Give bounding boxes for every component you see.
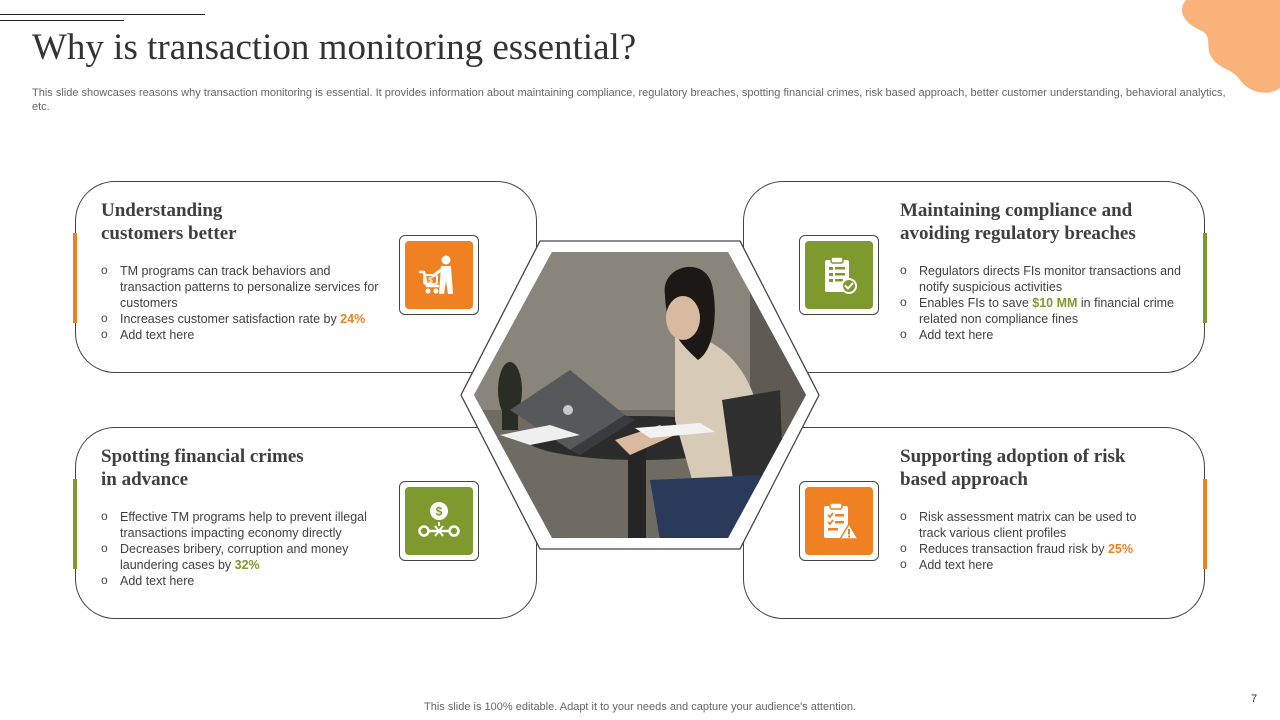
bullet-item: [900, 327, 1185, 343]
card-title: [900, 199, 1136, 245]
bullet-text: Regulators directs FIs monitor transactions and notify suspicious activities: [919, 264, 1181, 294]
bullet-item: [101, 327, 386, 343]
icon-box: [799, 481, 879, 561]
bullet-item: [900, 295, 1185, 327]
bullet-text: in financial crime related non compliance fines: [919, 296, 1174, 326]
card-title-line: based approach: [900, 469, 1028, 490]
shopping-cart-person-icon: [418, 254, 460, 296]
card-bullet-list: [900, 509, 1160, 573]
bullet-text: Add text here: [120, 574, 195, 588]
card-bullet-list: [101, 263, 386, 343]
bullet-text: Add text here: [919, 558, 994, 572]
card-title-line: customers better: [101, 223, 237, 244]
card-accent-bar: [73, 479, 77, 569]
icon-box: [399, 481, 479, 561]
bullet-item: [900, 263, 1185, 295]
bullet-highlight: 25%: [1107, 542, 1134, 556]
footer-note: This slide is 100% editable. Adapt it to your needs and capture your audience's attention.: [424, 701, 856, 713]
top-decor-line: [0, 14, 205, 15]
bullet-text: TM programs can track behaviors and transaction patterns to personalize services for customers: [120, 264, 379, 310]
bullet-item: [101, 263, 386, 311]
icon-box: [799, 235, 879, 315]
icon-box: [399, 235, 479, 315]
bullet-item: [900, 557, 1160, 573]
card-title: [101, 445, 304, 491]
bullet-text: Effective TM programs help to prevent illegal transactions impacting economy directly: [120, 510, 367, 540]
bullet-item: [101, 541, 371, 573]
page-subtitle: This slide showcases reasons why transaction monitoring is essential. It provides information about maintaining compliance, regulatory breaches, spotting financial crimes, risk based approach, better customer understanding, behavioral analytics, etc.: [32, 87, 1226, 113]
page-title: Why is transaction monitoring essential?: [32, 27, 637, 68]
bullet-item: [900, 541, 1160, 557]
card-title-line: Understanding: [101, 200, 223, 221]
card-title: [101, 199, 237, 245]
bullet-item: [101, 573, 371, 589]
bullet-text: Risk assessment matrix can be used to track various client profiles: [919, 510, 1137, 540]
card-accent-bar: [73, 233, 77, 323]
bullet-highlight: 24%: [340, 312, 366, 326]
bullet-item: [101, 509, 371, 541]
card-accent-bar: [1203, 233, 1207, 323]
card-title-line: Spotting financial crimes: [101, 446, 304, 467]
center-hexagon-photo: [460, 240, 820, 550]
card-title-line: Maintaining compliance and: [900, 200, 1133, 221]
card-bullet-list: [900, 263, 1185, 343]
bullet-text: Reduces transaction fraud risk by: [919, 542, 1108, 556]
card-title-line: Supporting adoption of risk: [900, 446, 1126, 467]
svg-text:$: $: [428, 276, 433, 285]
bullet-highlight: 32%: [234, 558, 260, 572]
bullet-text: Add text here: [120, 328, 195, 342]
risk-clipboard-warning-icon: [818, 500, 860, 542]
bullet-item: [101, 311, 386, 327]
decorative-blob: [1178, 0, 1280, 95]
bullet-highlight: $10 MM: [1032, 296, 1078, 310]
photo-woman-laptop: [460, 240, 820, 550]
bullet-text: Add text here: [919, 328, 994, 342]
bullet-item: [900, 509, 1160, 541]
card-title-line: avoiding regulatory breaches: [900, 223, 1136, 244]
bullet-text: Increases customer satisfaction rate by: [120, 312, 341, 326]
bullet-text: Enables FIs to save: [919, 296, 1033, 310]
money-transfer-icon: [418, 500, 460, 542]
bullet-text: Decreases bribery, corruption and money laundering cases by: [120, 542, 349, 572]
card-title-line: in advance: [101, 469, 189, 490]
card-accent-bar: [1203, 479, 1207, 569]
card-title: [900, 445, 1125, 491]
clipboard-check-icon: [818, 254, 860, 296]
top-decor-line-short: [0, 20, 124, 21]
svg-text:$: $: [435, 504, 443, 519]
page-number: 7: [1251, 693, 1258, 705]
card-bullet-list: [101, 509, 371, 589]
